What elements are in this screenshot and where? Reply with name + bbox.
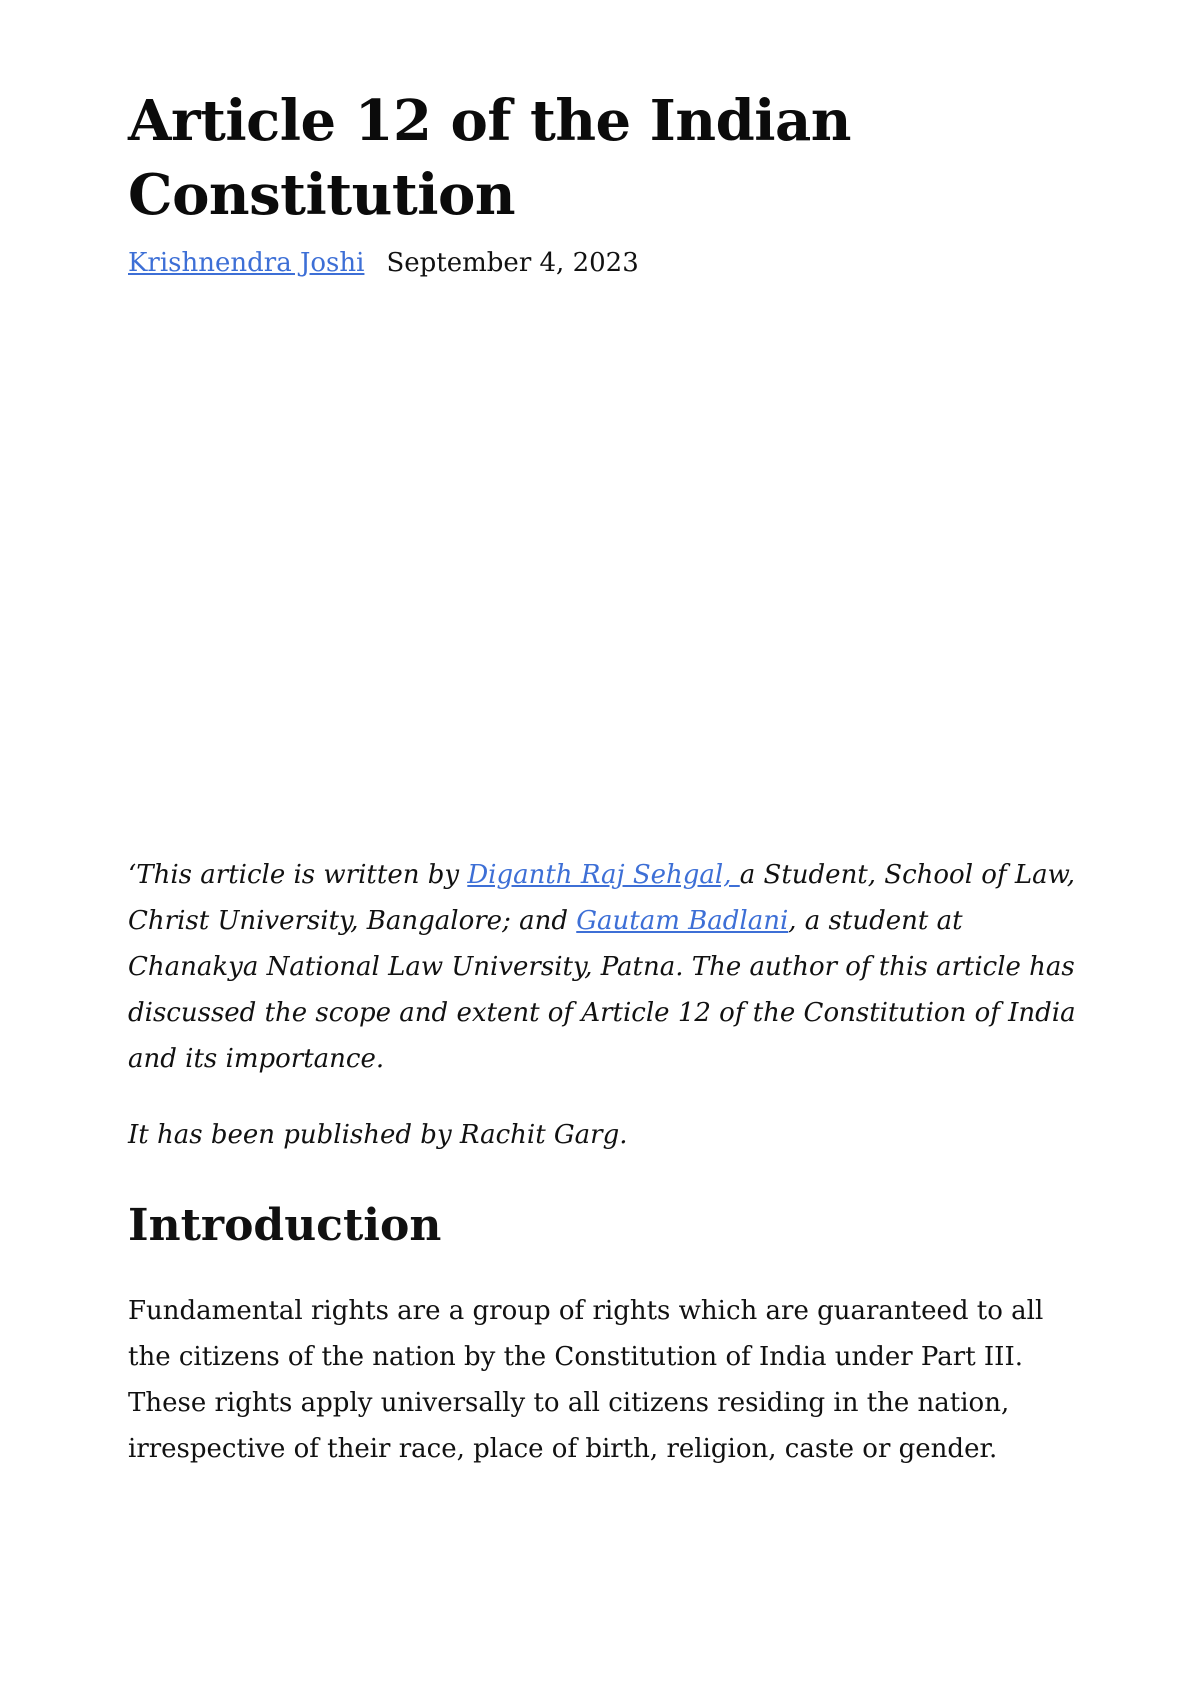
author-link-gautam[interactable]: Gautam Badlani [576, 906, 789, 936]
published-by-note: It has been published by Rachit Garg. [128, 1120, 628, 1150]
author-note-text-1: ‘This article is written by [128, 860, 468, 890]
author-note [128, 852, 1078, 1082]
article-meta [128, 246, 1078, 280]
introduction-paragraph: Fundamental rights are a group of rights which are guaranteed to all the citizens of the nation by the Constitution of India under Part III. These rights apply universally to all citizens residing in the nation, irrespective of their race, place of birth, religion, caste or gender. [128, 1296, 1044, 1464]
embedded-media-placeholder [128, 280, 1078, 852]
article-container [128, 84, 1078, 1472]
author-link-diganth[interactable]: Diganth Raj Sehgal, [467, 860, 740, 890]
publish-date: September 4, 2023 [386, 248, 639, 278]
author-note-text-2: a Student, School of Law, Christ University, Bangalore; and [128, 860, 1076, 936]
author-note-text-3: , a student at Chanakya National Law University, Patna. The author of this article has discussed the scope and extent of Article 12 of the Constitution of India and its importance. [128, 906, 1076, 1074]
author-link[interactable]: Krishnendra Joshi [128, 248, 365, 278]
section-heading-introduction: Introduction [128, 1200, 442, 1251]
article-title: Article 12 of the Indian Constitution [128, 88, 851, 228]
